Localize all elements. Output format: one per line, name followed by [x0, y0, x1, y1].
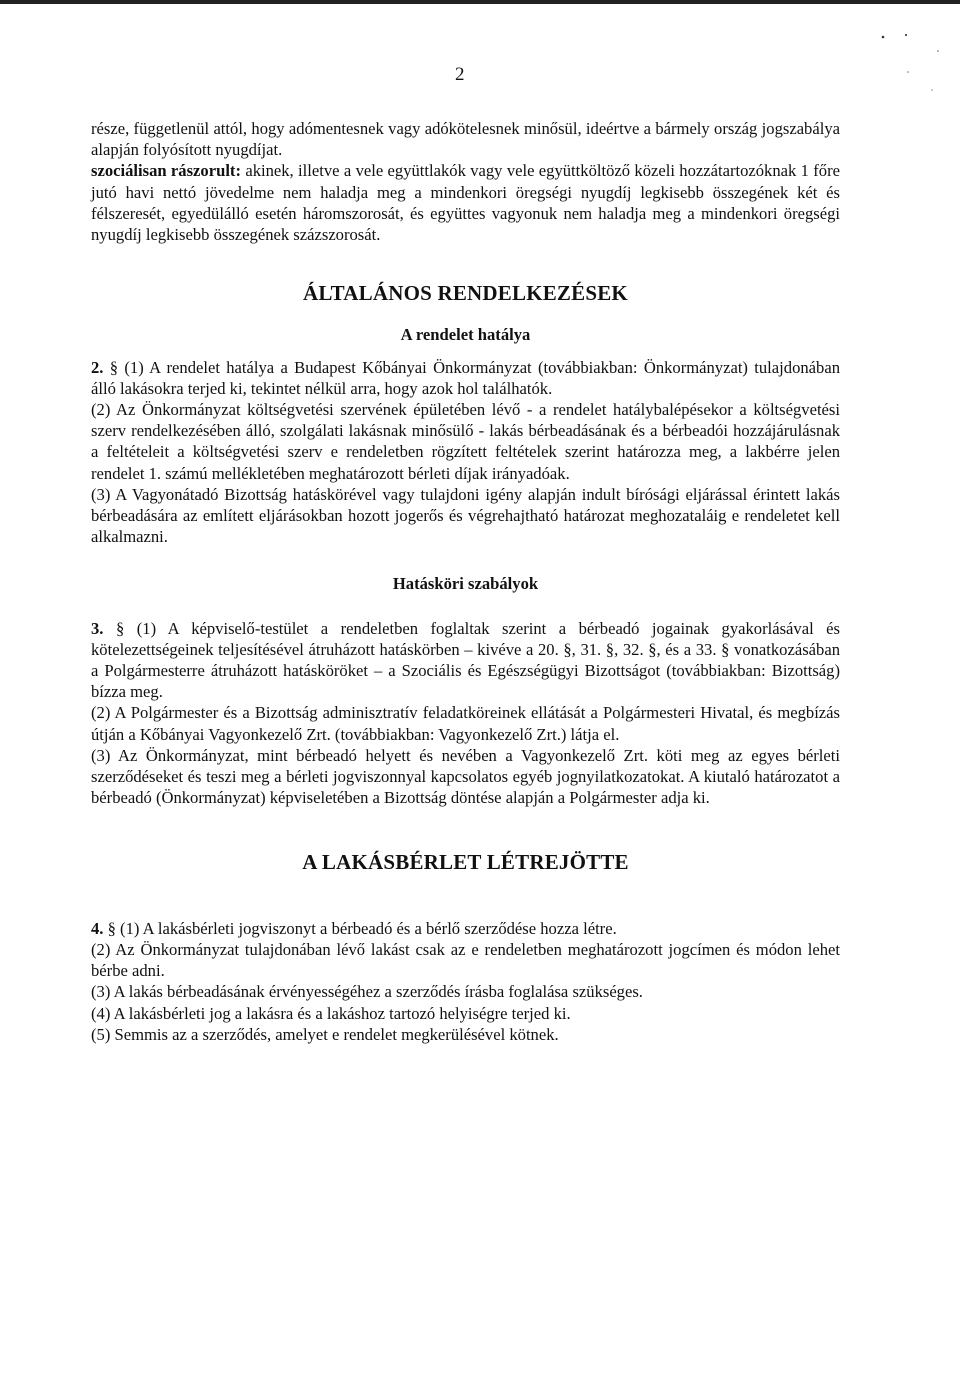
paragraph-3-1	[91, 618, 840, 703]
paragraph-4-4: (4) A lakásbérleti jog a lakásra és a lakáshoz tartozó helyiségre terjed ki.	[91, 1003, 571, 1023]
paragraph-4-2: (2) Az Önkormányzat tulajdonában lévő lakást csak az e rendeletben meghatározott jogcímen és módon lehet bérbe adni.	[91, 939, 840, 981]
paragraph-text: § (1) A lakásbérleti jogviszonyt a bérbeadó és a bérlő szerződése hozza létre.	[103, 918, 617, 938]
document-body	[91, 118, 840, 1045]
scan-specks	[880, 30, 950, 103]
paragraph-4-5: (5) Semmis az a szerződés, amelyet e rendelet megkerülésével kötnek.	[91, 1024, 559, 1044]
paragraph-4-1	[91, 918, 840, 939]
paragraph-intro-continuation: része, függetlenül attól, hogy adómentesnek vagy adókötelesnek minősül, ideértve a bármely ország jogszabálya alapján folyósított nyugdíjat.	[91, 119, 840, 160]
page-number: 2	[455, 64, 465, 85]
paragraph-2-1	[91, 357, 840, 399]
definition-text: akinek, illetve a vele együttlakók vagy vele együttköltöző közeli hozzátartozóknak 1 főre jutó havi nettó jövedelme nem haladja meg a mindenkori öregségi nyugdíj legkisebb összegének két és félszeresét, egyedülálló esetén háromszorosát, és együttes vagyonuk nem haladja meg a mindenkori öregségi nyugdíj legkisebb összegének százszorosát.	[91, 161, 840, 245]
paragraph-2-3: (3) A Vagyonátadó Bizottság hatáskörével vagy tulajdoni igény alapján indult bírósági eljárással érintett lakás bérbeadására az említett eljárásokban hozott jogerős és végrehajtható határozat meghozataláig e rendeletet kell alkalmazni.	[91, 484, 840, 547]
paragraph-text: § (1) A képviselő-testület a rendeletben foglaltak szerint a bérbeadó jogainak gyakorlásával és kötelezettségeinek teljesítésével átruházott hatáskörben – kivéve a 20. §, 31. §, 32. §, és a 33. § vonatkozásában a Polgármesterre átruházott hatásköröket – a Szociális és Egészségügyi Bizottságot (továbbiakban: Bizottság) bízza meg.	[91, 618, 840, 702]
paragraph-3-2: (2) A Polgármester és a Bizottság adminisztratív feladatköreinek ellátását a Polgármesteri Hivatal, és megbízás útján a Kőbányai Vagyonkezelő Zrt. (továbbiakban: Vagyonkezelő Zrt.) látja el.	[91, 703, 840, 744]
section-title-lease: A LAKÁSBÉRLET LÉTREJÖTTE	[302, 850, 629, 875]
definition-term: szociálisan rászorult:	[91, 161, 241, 181]
paragraph-text: § (1) A rendelet hatálya a Budapest Kőbányai Önkormányzat (továbbiakban: Önkormányzat) tulajdonában álló lakásokra terjed ki, tekintet nélkül arra, hogy azok hol találhatók.	[91, 357, 840, 398]
paragraph-number: 3.	[91, 618, 104, 638]
section-title-general: ÁLTALÁNOS RENDELKEZÉSEK	[303, 281, 628, 306]
paragraph-number: 2.	[91, 357, 104, 377]
subsection-title-authority: Hatásköri szabályok	[392, 574, 539, 594]
paragraph-4-3: (3) A lakás bérbeadásának érvényességéhez a szerződés írásba foglalása szükséges.	[91, 982, 643, 1002]
paragraph-2-2: (2) Az Önkormányzat költségvetési szervének épületében lévő - a rendelet hatálybalépésekor a költségvetési szerv rendelkezésében álló, szolgálati lakásnak minősülő - lakás bérbeadásának és a bérbeadói hozzájárulásnak a feltételeit a költségvetési szerv e rendeletben rögzített feltételek szerint határozza meg, a lakbérre jelen rendelet 1. számú mellékletében meghatározott bérleti díjak irányadóak.	[91, 400, 840, 483]
scan-top-border	[0, 0, 960, 4]
paragraph-3-3: (3) Az Önkormányzat, mint bérbeadó helyett és nevében a Vagyonkezelő Zrt. köti meg az egyes bérleti szerződéseket és teszi meg a bérleti jogviszonnyal kapcsolatos egyéb jognyilatkozatokat. A kiutaló határozatot a bérbeadó (Önkormányzat) képviseletében a Bizottság döntése alapján a Polgármester adja ki.	[91, 745, 840, 808]
scan-speck-marks	[880, 30, 950, 100]
paragraph-number: 4.	[91, 918, 104, 938]
subsection-title-scope: A rendelet hatálya	[400, 325, 531, 345]
definition-paragraph	[91, 160, 840, 245]
